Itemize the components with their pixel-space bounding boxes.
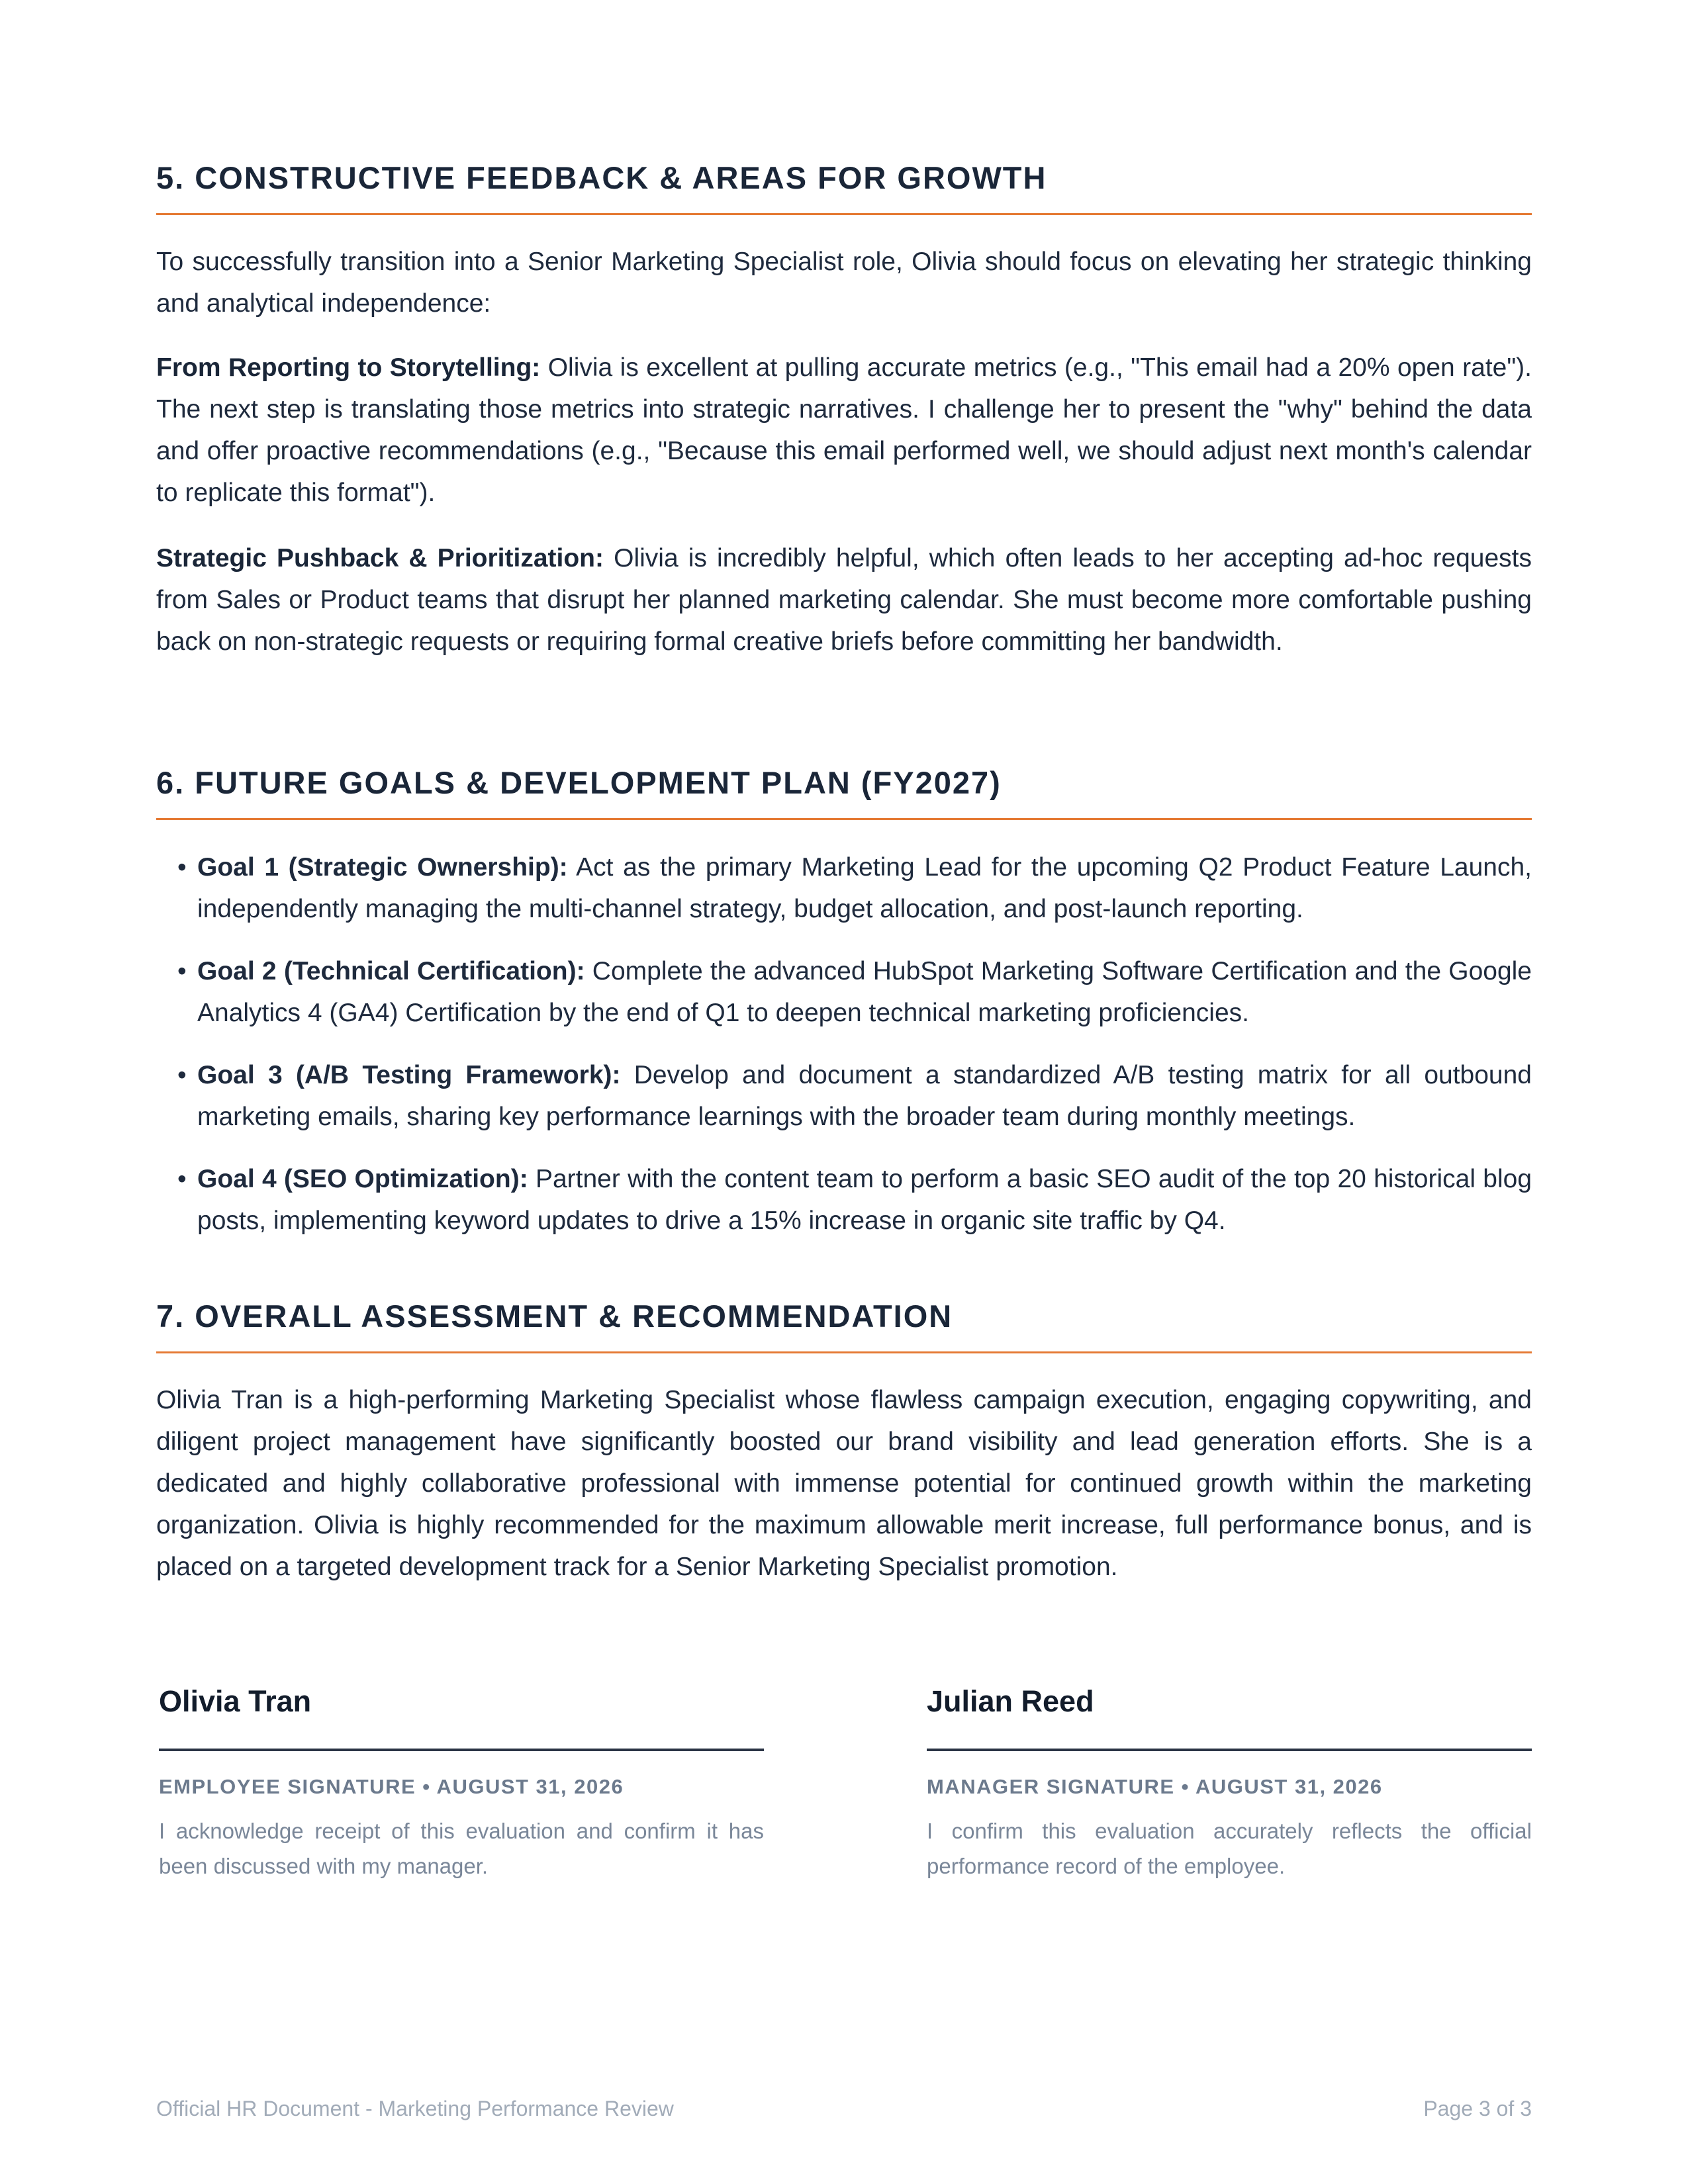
footer-page-number: Page 3 of 3	[1423, 2097, 1532, 2120]
goal-text: Act as the primary Marketing Lead for the upcoming Q2 Product Feature Launch, independently managing the multi-channel strategy, budget allocation, and post-launch reporting.	[197, 853, 1532, 923]
feedback-item-label: Strategic Pushback & Prioritization:	[156, 544, 604, 572]
bullet-icon: •	[177, 957, 187, 985]
goal-label: Goal 1 (Strategic Ownership):	[197, 853, 568, 882]
feedback-item-label: From Reporting to Storytelling:	[156, 353, 541, 382]
employee-name: Olivia Tran	[159, 1684, 312, 1718]
goal-item-2	[177, 950, 1532, 1034]
employee-signature-caption: EMPLOYEE SIGNATURE • AUGUST 31, 2026	[159, 1775, 624, 1798]
manager-signature-caption: MANAGER SIGNATURE • AUGUST 31, 2026	[927, 1775, 1383, 1798]
manager-signature-block	[927, 1684, 1532, 1878]
goal-item-4	[177, 1158, 1532, 1242]
feedback-item-pushback	[156, 537, 1532, 662]
section-6-divider	[156, 818, 1532, 820]
employee-signature-block	[159, 1684, 764, 1878]
goal-label: Goal 4 (SEO Optimization):	[197, 1165, 528, 1193]
goal-item-3	[177, 1054, 1532, 1138]
feedback-item-text: Olivia is incredibly helpful, which often leads to her accepting ad-hoc requests from Sales or Product teams that disrupt her planned marketing calendar. She must become more comfortable pushing back on non-strategic requests or requiring formal creative briefs before committing her bandwidth.	[156, 544, 1532, 656]
section-5-divider	[156, 213, 1532, 215]
footer-document-label: Official HR Document - Marketing Performance Review	[156, 2097, 674, 2120]
employee-signature-line	[159, 1749, 764, 1751]
bullet-icon: •	[177, 853, 187, 882]
goal-text: Complete the advanced HubSpot Marketing Software Certification and the Google Analytics 4 (GA4) Certification by the end of Q1 to deepen technical marketing proficiencies.	[197, 957, 1532, 1027]
section-7-title: 7. OVERALL ASSESSMENT & RECOMMENDATION	[156, 1298, 953, 1334]
feedback-item-storytelling	[156, 347, 1532, 514]
section-6-title: 6. FUTURE GOALS & DEVELOPMENT PLAN (FY2027)	[156, 765, 1002, 800]
goal-label: Goal 2 (Technical Certification):	[197, 957, 585, 985]
bullet-icon: •	[177, 1165, 187, 1193]
goal-text: Develop and document a standardized A/B testing matrix for all outbound marketing emails, sharing key performance learnings with the broader team during monthly meetings.	[197, 1061, 1532, 1131]
section-5-intro: To successfully transition into a Senior Marketing Specialist role, Olivia should focus on elevating her strategic thinking and analytical independence:	[156, 248, 1532, 318]
bullet-icon: •	[177, 1061, 187, 1089]
goal-text: Partner with the content team to perform a basic SEO audit of the top 20 historical blog posts, implementing keyword updates to drive a 15% increase in organic site traffic by Q4.	[197, 1165, 1532, 1235]
overall-assessment-text: Olivia Tran is a high-performing Marketing Specialist whose flawless campaign execution, engaging copywriting, and diligent project management have significantly boosted our brand visibility and lead generation efforts. She is a dedicated and highly collaborative professional with immense potential for continued growth within the marketing organization. Olivia is highly recommended for the maximum allowable merit increase, full performance bonus, and is placed on a targeted development track for a Senior Marketing Specialist promotion.	[156, 1386, 1532, 1581]
manager-signature-line	[927, 1749, 1532, 1751]
feedback-item-text: Olivia is excellent at pulling accurate metrics (e.g., "This email had a 20% open rate"). The next step is translating those metrics into strategic narratives. I challenge her to present the "why" behind the data and offer proactive recommendations (e.g., "Because this email performed well, we should adjust next month's calendar to replicate this format").	[156, 353, 1532, 507]
manager-signature-note: I confirm this evaluation accurately reflects the official performance record of the employee.	[927, 1819, 1532, 1878]
manager-name: Julian Reed	[927, 1684, 1094, 1718]
section-7-divider	[156, 1351, 1532, 1353]
employee-signature-note: I acknowledge receipt of this evaluation and confirm it has been discussed with my manager.	[159, 1819, 764, 1878]
goal-item-1	[177, 846, 1532, 930]
goal-label: Goal 3 (A/B Testing Framework):	[197, 1061, 621, 1089]
section-5-title: 5. CONSTRUCTIVE FEEDBACK & AREAS FOR GROWTH	[156, 160, 1047, 195]
